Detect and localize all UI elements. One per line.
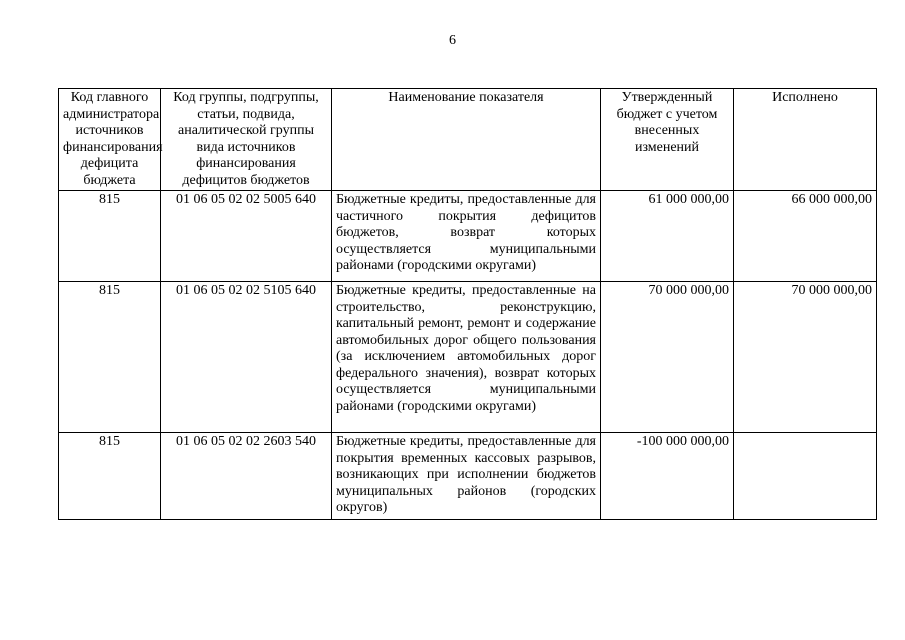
approved-amount-cell: -100 000 000,00 (601, 433, 734, 520)
admin-code-cell: 815 (59, 191, 161, 282)
header-source-code: Код группы, подгруппы, статьи, подвида, аналитической группы вида источников финансирования дефицитов бюджетов (161, 89, 332, 191)
admin-code-cell: 815 (59, 282, 161, 433)
table-header-row (59, 89, 877, 191)
table-row (59, 191, 877, 282)
source-code-cell: 01 06 05 02 02 5105 640 (161, 282, 332, 433)
header-indicator-name: Наименование показателя (332, 89, 601, 191)
page-number: 6 (449, 33, 456, 48)
indicator-name-cell: Бюджетные кредиты, предоставленные для частичного покрытия дефицитов бюджетов, возврат которых осуществляется муниципальными районами (городскими округами) (332, 191, 601, 282)
budget-sources-table (58, 88, 877, 520)
executed-amount-cell (734, 433, 877, 520)
approved-amount-cell: 70 000 000,00 (601, 282, 734, 433)
header-executed: Исполнено (734, 89, 877, 191)
table-row (59, 433, 877, 520)
source-code-cell: 01 06 05 02 02 5005 640 (161, 191, 332, 282)
admin-code-cell: 815 (59, 433, 161, 520)
header-approved-budget: Утвержденный бюджет с учетом внесенных изменений (601, 89, 734, 191)
executed-amount-cell: 66 000 000,00 (734, 191, 877, 282)
source-code-cell: 01 06 05 02 02 2603 540 (161, 433, 332, 520)
table-row (59, 282, 877, 433)
approved-amount-cell: 61 000 000,00 (601, 191, 734, 282)
executed-amount-cell: 70 000 000,00 (734, 282, 877, 433)
header-admin-code: Код главного администратора источников финансирования дефицита бюджета (59, 89, 161, 191)
indicator-name-cell: Бюджетные кредиты, предоставленные на строительство, реконструкцию, капитальный ремонт, ремонт и содержание автомобильных дорог общего пользования (за исключением автомобильных дорог федерального значения), возврат которых осуществляется муниципальными районами (городскими округами) (332, 282, 601, 433)
indicator-name-cell: Бюджетные кредиты, предоставленные для покрытия временных кассовых разрывов, возникающих при исполнении бюджетов муниципальных районов (городских округов) (332, 433, 601, 520)
